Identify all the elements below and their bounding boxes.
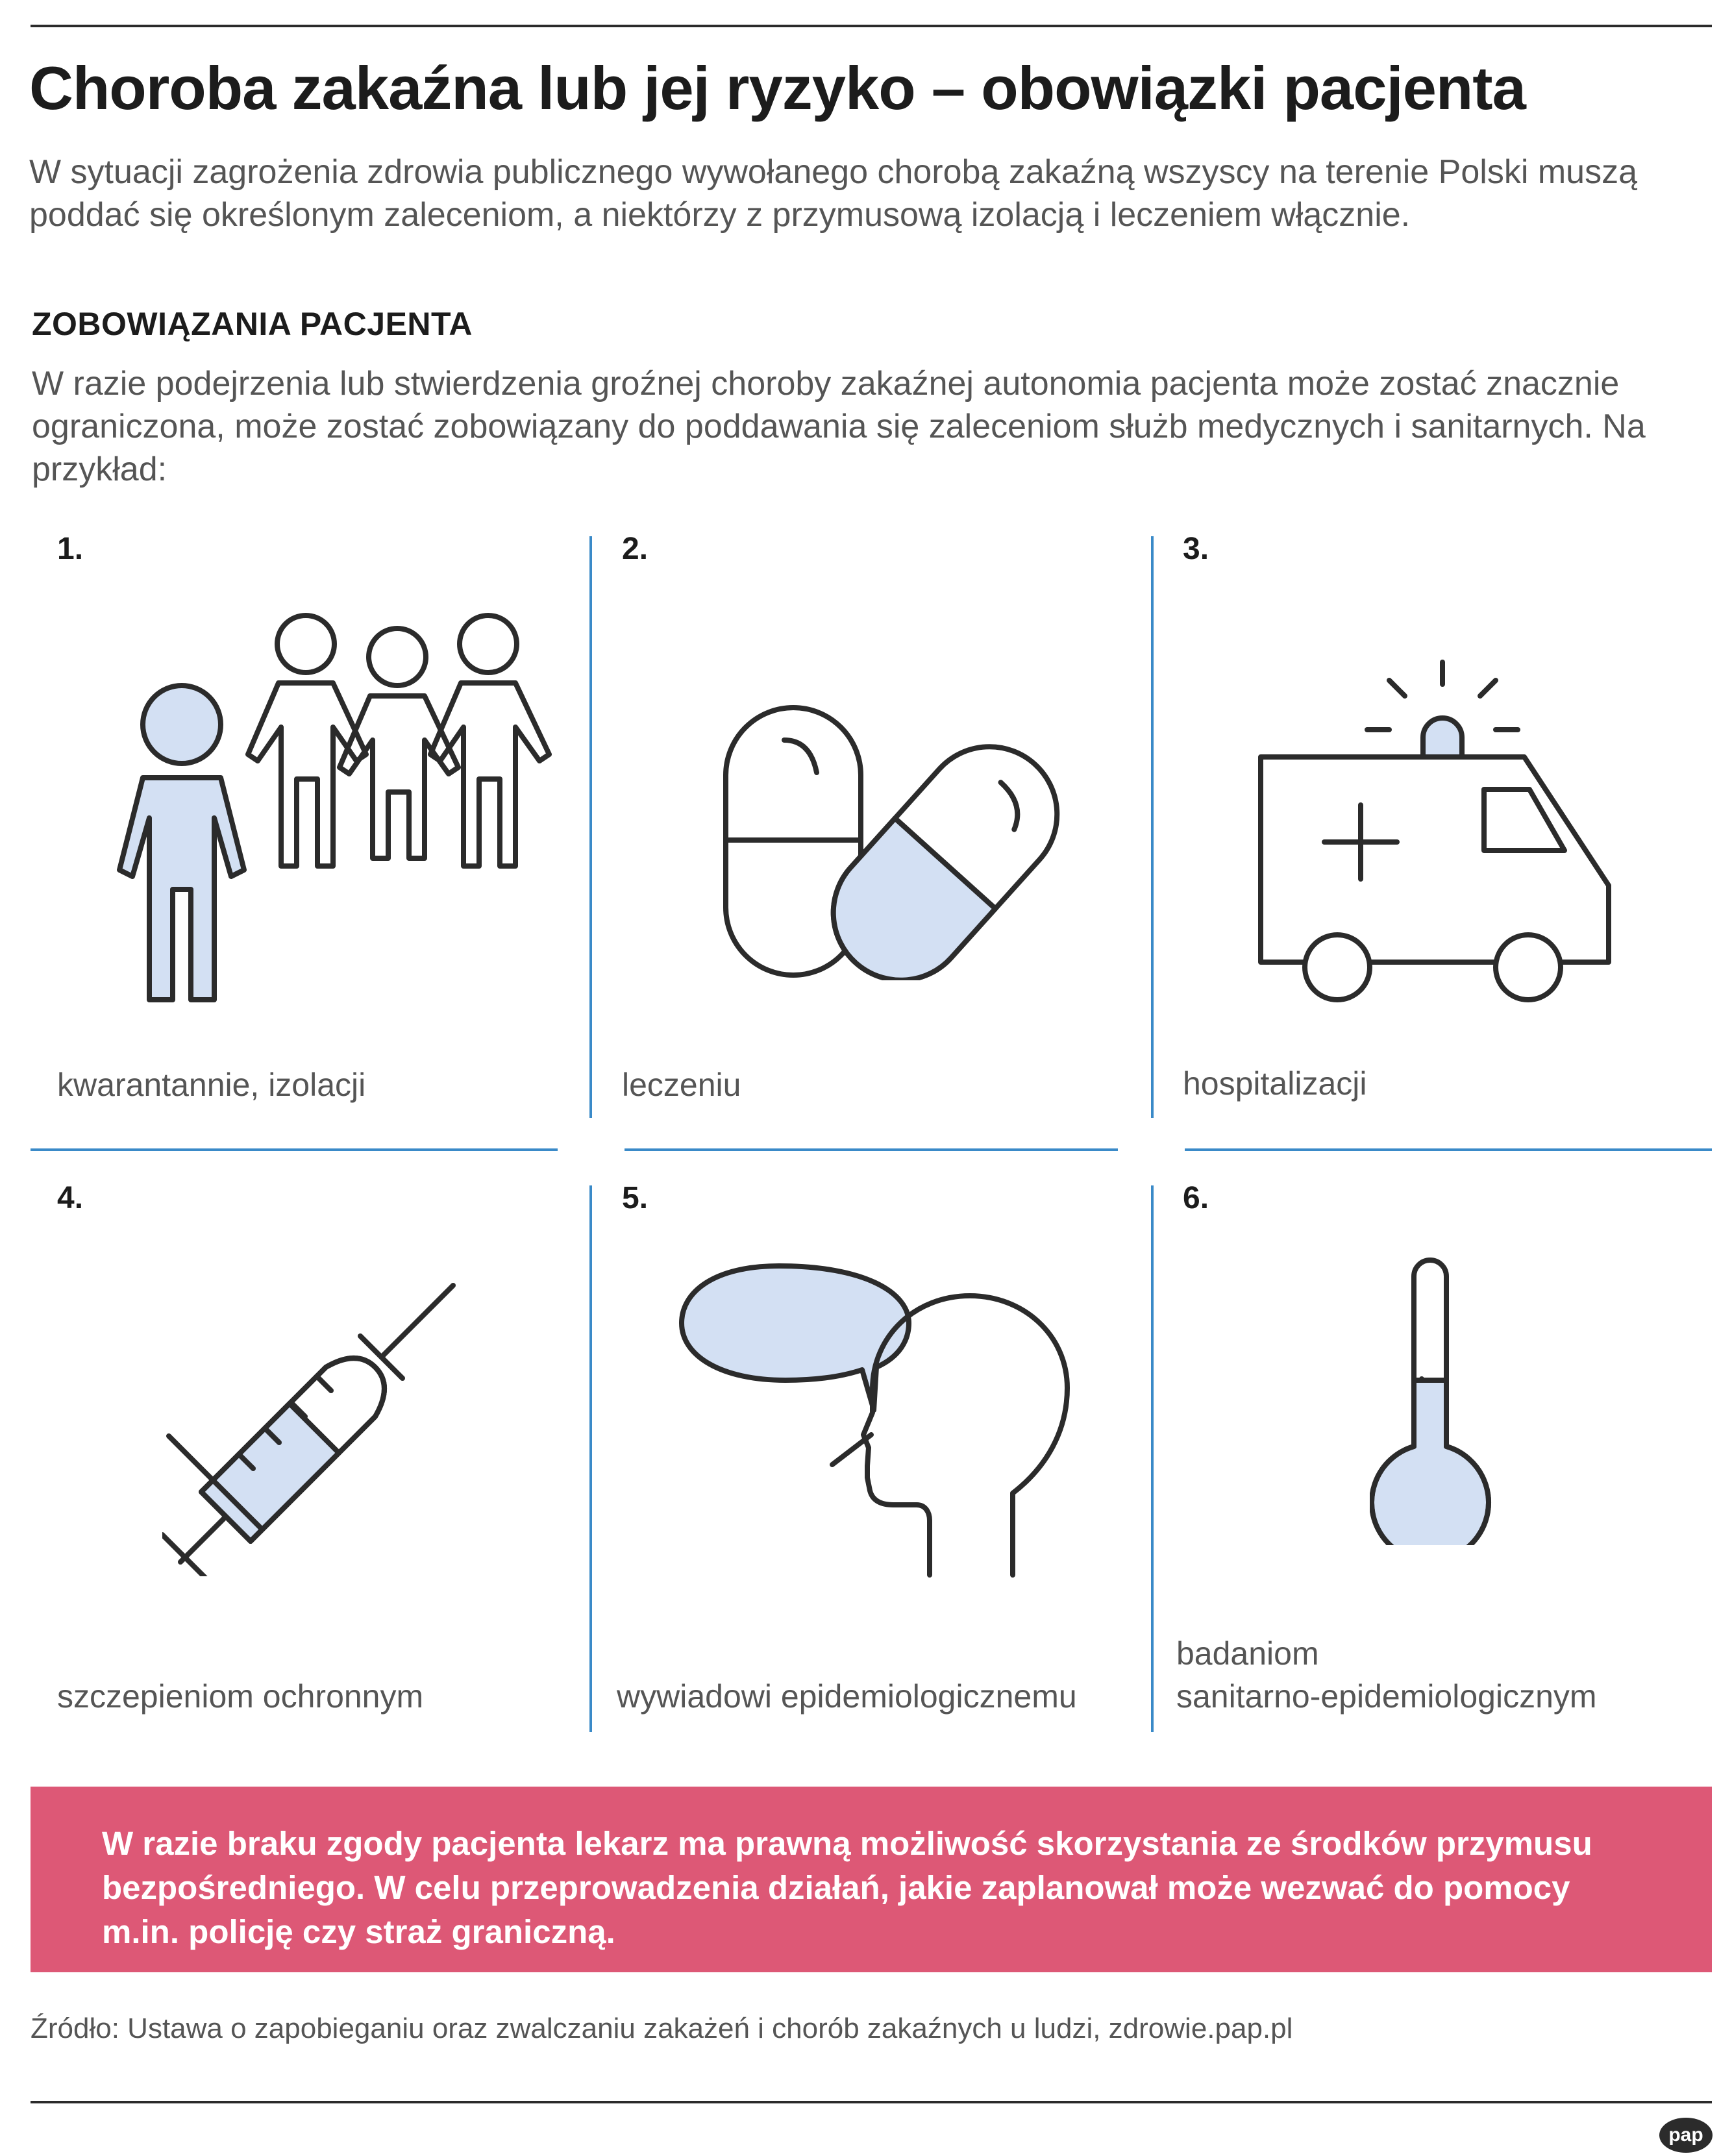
- intro-text: W sytuacji zagrożenia zdrowia publicznego wywołanego chorobą zakaźną wszyscy na terenie Polski muszą poddać się określonym zaleceniom, a niektórzy z przymusową izolacją i leczeniem włącznie.: [29, 153, 1637, 234]
- ambulance-icon: [1253, 656, 1616, 1006]
- alert-text: W razie braku zgody pacjenta lekarz ma prawną możliwość skorzystania ze środków przymusu bezpośredniego. W celu przeprowadzenia działań, jakie zaplanował może wezwać do pomocy m.in. policję czy straż graniczną.: [102, 1825, 1592, 1950]
- speech-head-icon: [675, 1259, 1078, 1584]
- item-number: 6.: [1183, 1181, 1209, 1215]
- people-quarantine-icon: [61, 604, 567, 1019]
- thermometer-icon: [1370, 1253, 1500, 1545]
- divider-vertical: [589, 536, 592, 1118]
- divider-vertical: [1151, 1185, 1154, 1732]
- bottom-rule: [31, 2101, 1712, 2103]
- syringe-icon: [162, 1278, 461, 1576]
- item-label: hospitalizacji: [1183, 1065, 1367, 1102]
- top-rule: [31, 25, 1712, 27]
- item-number: 5.: [622, 1181, 649, 1215]
- item-label-line1: badaniom: [1176, 1635, 1319, 1672]
- page-title: Choroba zakaźna lub jej ryzyko – obowiązki pacjenta: [29, 54, 1526, 122]
- item-label: kwarantannie, izolacji: [57, 1067, 366, 1103]
- divider-vertical: [1151, 536, 1154, 1118]
- source-note: Źródło: Ustawa o zapobieganiu oraz zwalczaniu zakażeń i chorób zakaźnych u ludzi, zdrowie.pap.pl: [31, 2013, 1293, 2044]
- divider-vertical: [589, 1185, 592, 1732]
- item-number: 3.: [1183, 532, 1209, 566]
- divider-horizontal: [1185, 1148, 1712, 1151]
- section-text: W razie podejrzenia lub stwierdzenia groźnej choroby zakaźnej autonomia pacjenta może zostać znacznie ograniczona, może zostać zobowiązany do poddawania się zaleceniom służb medycznych i sanitarnych. Na przykład:: [32, 365, 1646, 488]
- item-label: szczepieniom ochronnym: [57, 1678, 424, 1715]
- section-heading: ZOBOWIĄZANIA PACJENTA: [32, 306, 473, 342]
- item-label-line2: sanitarno-epidemiologicznym: [1176, 1678, 1597, 1715]
- divider-horizontal: [31, 1148, 558, 1151]
- pap-logo: pap: [1659, 2118, 1713, 2153]
- item-label: leczeniu: [622, 1067, 741, 1103]
- pills-icon: [719, 701, 1070, 980]
- item-label: wywiadowi epidemiologicznemu: [617, 1678, 1077, 1715]
- item-number: 2.: [622, 532, 649, 566]
- alert-box: [31, 1787, 1712, 1972]
- item-number: 1.: [57, 532, 84, 566]
- divider-horizontal: [625, 1148, 1118, 1151]
- item-number: 4.: [57, 1181, 84, 1215]
